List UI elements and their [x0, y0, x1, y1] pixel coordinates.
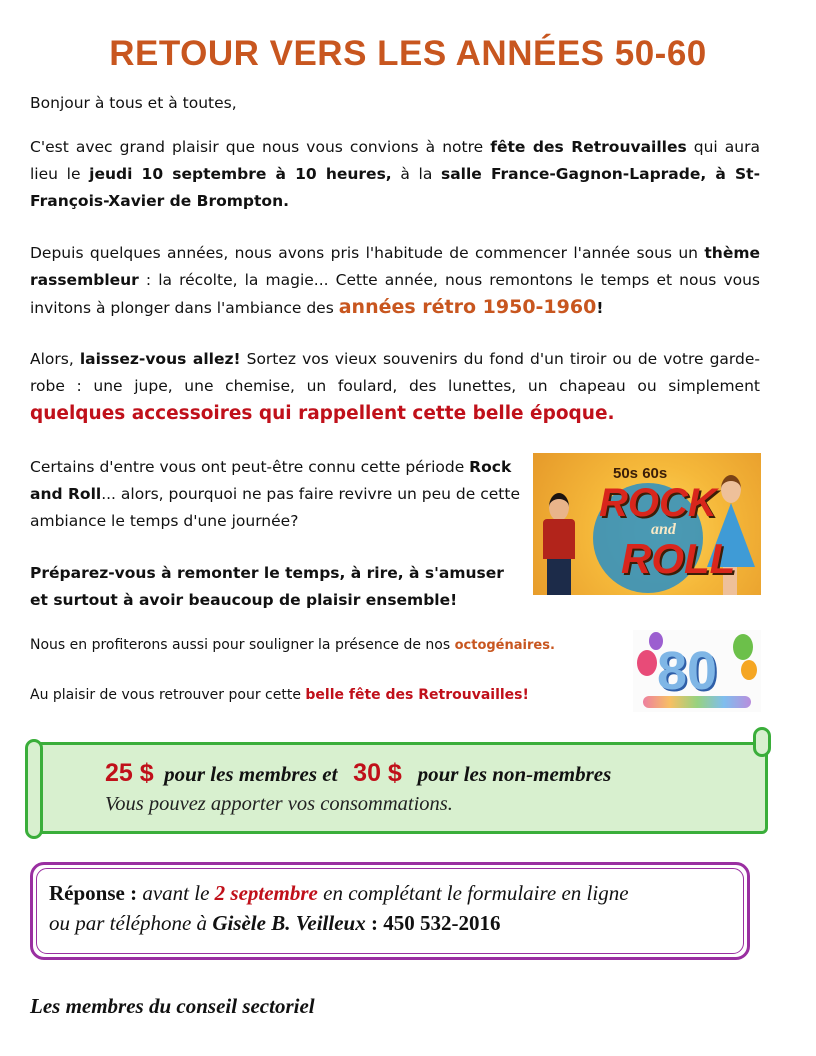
- reply-deadline: 2 septembre: [214, 881, 318, 905]
- balloon-icon: [637, 650, 657, 676]
- rock-word-rock: ROCK: [599, 481, 717, 525]
- eighty-balloons-image: [633, 630, 761, 712]
- reply-line-2: ou par téléphone à Gisèle B. Veilleux : 450 532-2016: [49, 911, 501, 935]
- paragraph-rock-and-roll: Certains d'entre vous ont peut-être connu cette période Rock and Roll... alors, pourquoi ne pas faire revivre un peu de cette ambiance le temps d'une journée?: [30, 458, 520, 530]
- rock-tag: 50s 60s: [613, 465, 668, 482]
- paragraph-theme: Depuis quelques années, nous avons pris l'habitude de commencer l'année sous un thème rassembleur : la récolte, la magie... Cette année, nous remontons le temps et nous vous invitons à plonger dans l'ambiance des années rétro 1950-1960!: [30, 244, 760, 318]
- reply-line-1: Réponse : avant le 2 septembre en complétant le formulaire en ligne: [49, 881, 629, 905]
- price-banner: [28, 742, 768, 834]
- paragraph-octogenaires: Nous en profiterons aussi pour souligner la présence de nos octogénaires.: [30, 637, 555, 653]
- price-line: 25 $ pour les membres et 30 $ pour les non-membres: [105, 759, 612, 787]
- price-non-members: 30 $: [353, 759, 402, 787]
- paragraph-costumes: Alors, laissez-vous allez! Sortez vos vieux souvenirs du fond d'un tiroir ou de votre garde-robe : une jupe, une chemise, un foulard, des lunettes, un chapeau ou simplement quelques accessoires qui rappellent cette belle époque.: [30, 350, 760, 424]
- price-members: 25 $: [105, 759, 154, 787]
- reply-box: [30, 862, 750, 960]
- greeting: Bonjour à tous et à toutes,: [30, 94, 237, 112]
- eighty-number: 80: [657, 641, 718, 701]
- page-title: RETOUR VERS LES ANNÉES 50-60: [109, 34, 707, 73]
- scroll-roll-right: [753, 727, 771, 757]
- reply-phone: : 450 532-2016: [365, 911, 501, 935]
- reply-contact: Gisèle B. Veilleux: [212, 911, 366, 935]
- rocker-man-figure: [539, 493, 579, 595]
- balloon-icon: [733, 634, 753, 660]
- rock-word-roll: ROLL: [621, 535, 736, 582]
- paragraph-prepare: Préparez-vous à remonter le temps, à rire, à s'amuser et surtout à avoir beaucoup de plaisir ensemble!: [30, 564, 504, 609]
- banner-note: Vous pouvez apporter vos consommations.: [105, 793, 453, 815]
- signature: Les membres du conseil sectoriel: [30, 994, 315, 1018]
- paragraph-closing: Au plaisir de vous retrouver pour cette belle fête des Retrouvailles!: [30, 687, 529, 703]
- rock-and-roll-image: [533, 453, 761, 595]
- scroll-roll-left: [25, 739, 43, 839]
- balloon-icon: [741, 660, 757, 680]
- paragraph-invitation: C'est avec grand plaisir que nous vous convions à notre fête des Retrouvailles qui aura lieu le jeudi 10 septembre à 10 heures, à la salle France-Gagnon-Laprade, à St-François-Xavier de Brompton.: [30, 138, 760, 210]
- rock-word-and: and: [651, 521, 676, 538]
